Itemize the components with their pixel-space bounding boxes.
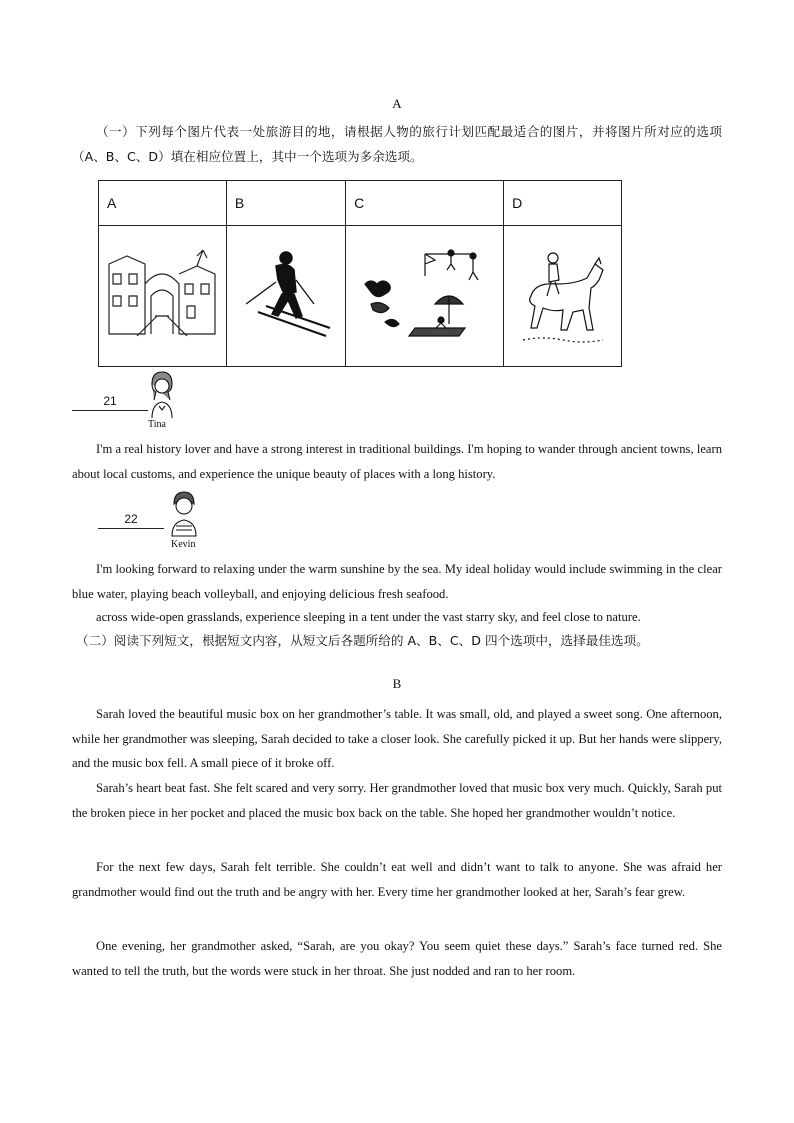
option-picture-a: [99, 226, 227, 367]
option-label-a: A: [99, 181, 227, 226]
old-town-street-icon: [107, 244, 217, 344]
option-picture-b: [226, 226, 345, 367]
boy-avatar-icon: [168, 490, 198, 538]
item-number-21: 21: [103, 394, 117, 408]
section-a-instruction: （一）下列每个图片代表一处旅游目的地，请根据人物的旅行计划匹配最适合的图片，并将图片所对应的选项（A、B、C、D）填在相应位置上，其中一个选项为多余选项。: [72, 124, 722, 164]
option-label-c: C: [346, 181, 504, 226]
story-paragraph-1: Sarah loved the beautiful music box on her grandmother’s table. It was small, old, and played a sweet song. One afternoon, while her grandmother was sleeping, Sarah decided to take a closer look. She carefully picked it up. But her hands were slippery, and the music box fell. A small piece of it broke off.: [72, 707, 723, 770]
item-21-text: I'm a real history lover and have a strong interest in traditional buildings. I'm hoping to wander through ancient towns, learn about local customs, and experience the unique beauty of places with a long history.: [72, 442, 722, 481]
item-22-text: I'm looking forward to relaxing under the warm sunshine by the sea. My ideal holiday would include swimming in the clear blue water, playing beach volleyball, and enjoying delicious fresh seafood.: [72, 562, 722, 601]
person-name-tina: Tina: [148, 419, 166, 430]
beach-scene-icon: [355, 244, 495, 344]
horse-rider-icon: [513, 244, 613, 344]
item-fragment-text: across wide-open grasslands, experience sleeping in a tent under the vast starry sky, and feel close to nature.: [96, 610, 641, 624]
section-b-heading: B: [392, 676, 402, 691]
story-paragraph-4: One evening, her grandmother asked, “Sarah, are you okay? You seem quiet these days.” Sarah’s face turned red. She wanted to tell the truth, but the words were stuck in her throat. She just nodded and ran to her room.: [72, 939, 722, 978]
story-paragraph-2: Sarah’s heart beat fast. She felt scared and very sorry. Her grandmother loved that music box very much. Quickly, Sarah put the broken piece in her pocket and placed the music box back on the table. She hoped her grandmother wouldn’t notice.: [72, 781, 722, 820]
story-paragraph-3: For the next few days, Sarah felt terrible. She couldn’t eat well and didn’t want to talk to anyone. She was afraid her grandmother would find out the truth and be angry with her. Every time her grandmother looked at her, Sarah’s fear grew.: [72, 860, 722, 899]
girl-avatar-icon: [146, 370, 176, 420]
item-number-22: 22: [124, 512, 138, 526]
options-table: [98, 180, 622, 367]
option-label-d: D: [504, 181, 622, 226]
answer-blank-22[interactable]: [98, 512, 164, 529]
section-a-heading: A: [392, 96, 402, 111]
option-label-b: B: [226, 181, 345, 226]
option-picture-c: [346, 226, 504, 367]
person-name-kevin: Kevin: [171, 539, 196, 550]
answer-blank-21[interactable]: [72, 394, 148, 411]
section-two-instruction: （二）阅读下列短文，根据短文内容，从短文后各题所给的 A、B、C、D 四个选项中，选择最佳选项。: [76, 633, 649, 648]
option-picture-d: [504, 226, 622, 367]
skier-icon: [236, 244, 336, 344]
